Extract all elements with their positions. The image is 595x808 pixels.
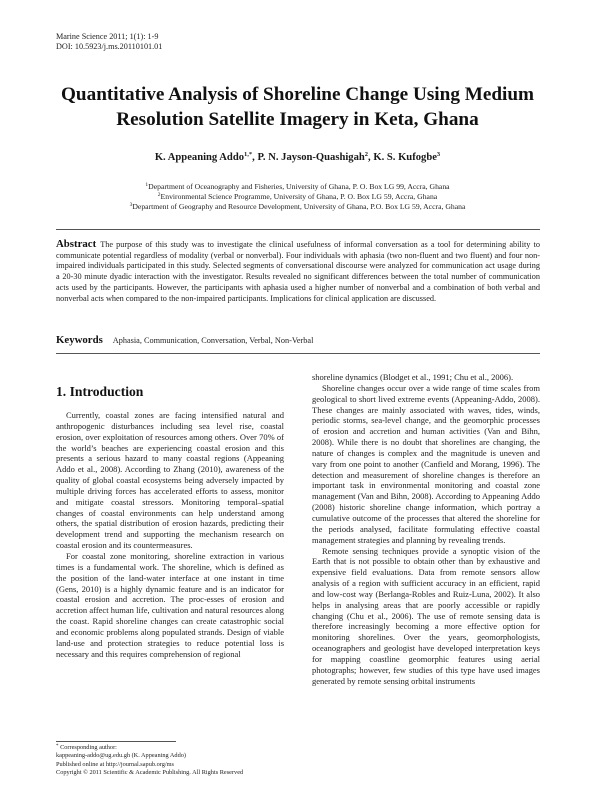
affiliation-list (40, 182, 555, 212)
journal-header (56, 32, 162, 52)
author-separator: , (252, 152, 258, 163)
paper-title-line-1: Quantitative Analysis of Shoreline Change Using Medium (61, 84, 534, 105)
keywords-bottom-divider (56, 353, 540, 354)
body-paragraph: shoreline dynamics (Blodget et al., 1991; Chu et al., 2006). (312, 372, 514, 382)
affiliation-text: Department of Geography and Resource Development, University of Ghana, P.O. Box LG 59, Accra, Ghana (132, 202, 466, 211)
author-mark: 2 (364, 151, 369, 158)
abstract-block (56, 239, 540, 304)
paper-title (40, 82, 555, 132)
footnote-block (56, 744, 243, 777)
footnote-published: Published online at http://journal.sapub.org/ms (56, 760, 174, 768)
affiliation-2 (40, 192, 555, 202)
keywords-text: Aphasia, Communication, Conversation, Verbal, Non-Verbal (112, 336, 314, 345)
abstract-text: The purpose of this study was to investigate the clinical usefulness of informal conversation as a tool for determining ability to communicate potential regardless of modality (verbal or nonverbal). Four individuals with aphasia (two non-fluent and two fluent) and four non-impaired individuals participated in this study. Selected segments of conversational discourse were analyzed for communication act usage during a 20-30 minute dyadic interaction with the investigator. Results revealed no significant differences between the total number of communication acts used by the participants. However, the participants with aphasia used a higher number of nonverbal and a combination of both verbal and nonverbal acts when compared to the non-impaired participants. Implications for clinical application are discussed. (56, 240, 540, 303)
footnote-corresponding-label: Corresponding author: (60, 744, 117, 751)
keywords-label: Keywords (56, 334, 103, 346)
journal-citation: Marine Science 2011; 1(1): 1-9 (56, 32, 159, 41)
author-mark: 3 (436, 151, 441, 158)
abstract-top-divider (56, 229, 540, 230)
body-paragraph: For coastal zone monitoring, shoreline extraction in various times is a fundamental work. The shoreline, which is defined as the position of the land-water interface at one instant in time (Gens, 2010) is a highly dynamic feature and is an indicator for coastal erosion and accretion. The proc-esses of erosion and accretion affect human life, cultivation and natural resources along the coast. Rapid shoreline changes can create catastrophic social and economic problems along populated strands. Design of viable land-use and protection strategies to reduce potential loss is necessary and this requires comprehension of regional (56, 550, 284, 659)
footnote-corresponding (56, 744, 243, 752)
author-separator: , (368, 152, 374, 163)
keywords-block (56, 334, 540, 347)
journal-doi: DOI: 10.5923/j.ms.20110101.01 (56, 42, 163, 51)
author-name: K. S. Kufogbe (373, 152, 437, 163)
affiliation-3 (40, 202, 555, 212)
author-1 (155, 152, 258, 163)
body-paragraph: Currently, coastal zones are facing intensified natural and anthropogenic disturbances including sea level rise, coastal erosion, over exploitation of resources among others. Over 70% of the world’s beaches are experiencing coastal erosion and this presents a serious hazard to many coastal regions (Appeaning Addo et al., 2008). According to Zhang (2010), awareness of the quality of global coastal ecosystems being adversely impacted by multiple driving forces has accelerated efforts to assess, monitor and mitigate coastal stressors. Monitoring temporal–spatial changes of coastal environments can help understand among others, the spatial distribution of erosion hazards, predicting their development trend and supporting the mechanism research on coastal erosion and its countermeasures. (56, 410, 284, 551)
abstract-label: Abstract (56, 238, 97, 250)
author-name: K. Appeaning Addo (154, 152, 245, 163)
affiliation-text: Department of Oceanography and Fisheries, University of Ghana, P. O. Box LG 99, Accra, Ghana (148, 182, 450, 191)
section-heading-introduction: 1. Introduction (56, 384, 144, 399)
affiliation-mark: 3 (129, 202, 133, 208)
author-2 (257, 152, 373, 163)
body-column-right (312, 372, 540, 686)
body-paragraph: Shoreline changes occur over a wide range of time scales from geological to short lived extreme events (Appeaning-Addo, 2008). These changes are mainly associated with waves, tides, winds, periodic storms, sea-level change, and the geomorphic processes of erosion and accretion and human activities (Van and Bihn, 2008). While there is no doubt that shorelines are changing, the nature of changes is complex and the magnitude is uneven and vary from one point to another (Canfield and Morang, 1996). The detection and measurement of shoreline changes is therefore an important task in environmental monitoring and coastal zone management (Van and Bihn, 2008). According to Appeaning Addo (2008) historic shoreline change information, which portray a cumulative outcome of the processes that altered the shoreline for the periods analysed, facilitate formulating effective coastal management strategies and planning by revealing trends. (312, 382, 540, 545)
author-list (40, 151, 555, 165)
affiliation-mark: 1 (145, 182, 149, 188)
footnote-copyright: Copyright © 2011 Scientific & Academic Publishing. All Rights Reserved (56, 768, 244, 776)
footnote-mark: * (56, 744, 59, 749)
affiliation-1 (40, 182, 555, 192)
author-3 (373, 152, 440, 163)
author-name: P. N. Jayson-Quashigah (257, 152, 365, 163)
body-column-left (56, 372, 284, 659)
affiliation-mark: 2 (157, 192, 161, 198)
body-paragraph: Remote sensing techniques provide a synoptic vision of the Earth that is not possible to obtain other than by exhaustive and expensive field evaluations. Data from remote sensors allow analysis of a region with sufficient accuracy in an efficient, rapid and low-cost way (Berlanga-Robles and Ruiz-Luna, 2002). It also helps in analysing areas that are poorly accessible or rapidly changing (Chu et al., 2006). The use of remote sensing data is therefore increasingly becoming a more effective option for monitoring shorelines. Over the years, geomorphologists, oceanographers and geologist have developed interpretation keys for mapping coastline geomorphic features using aerial photographs; however, few studies of this type have used images generated by remote sensing orbital instruments (312, 545, 540, 686)
footnote-divider (56, 741, 176, 742)
footnote-email: kappeaning-addo@ug.edu.gh (K. Appeaning Addo) (56, 752, 186, 760)
paper-title-line-2: Resolution Satellite Imagery in Keta, Ghana (116, 109, 479, 130)
affiliation-text: Environmental Science Programme, University of Ghana, P. O. Box LG 59, Accra, Ghana (160, 192, 438, 201)
author-mark: 1,* (244, 151, 253, 158)
